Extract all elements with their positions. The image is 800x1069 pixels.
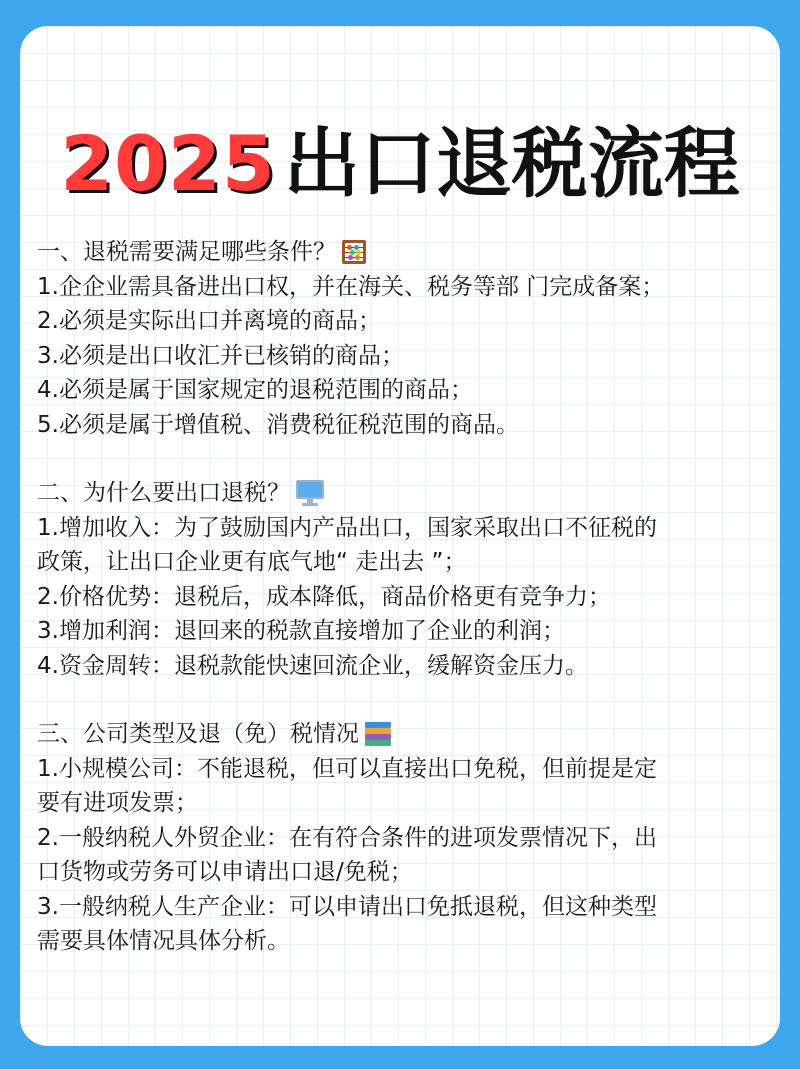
list-item: 政策，让出口企业更有底气地“ 走出去 ”； bbox=[37, 549, 467, 575]
list-item: 1.小规模公司：不能退税，但可以直接出口免税，但前提是定 bbox=[37, 755, 657, 782]
list-item: 5.必须是属于增值税、消费税征税范围的商品。 bbox=[37, 411, 519, 438]
list-item: 2.一般纳税人外贸企业：在有符合条件的进项发票情况下，出 bbox=[37, 824, 657, 851]
list-item: 需要具体情况具体分析。 bbox=[37, 928, 290, 954]
list-item: 1.增加收入：为了鼓励国内产品出口，国家采取出口不征税的 bbox=[37, 514, 657, 541]
page-title bbox=[20, 116, 780, 212]
list-item: 1.企企业需具备进出口权，并在海关、税务等部 门完成备案； bbox=[37, 273, 665, 300]
content-card bbox=[20, 26, 780, 1046]
list-item: 口货物或劳务可以申请出口退/免税； bbox=[37, 859, 413, 885]
list-item: 2.必须是实际出口并离境的商品； bbox=[37, 308, 381, 334]
list-item: 4.资金周转：退税款能快速回流企业，缓解资金压力。 bbox=[37, 652, 588, 679]
list-item: 3.必须是出口收汇并已核销的商品； bbox=[37, 342, 404, 369]
books-icon bbox=[365, 721, 391, 747]
section-company-types bbox=[37, 717, 767, 959]
article-body bbox=[37, 235, 767, 993]
list-item: 2.价格优势：退税后，成本降低，商品价格更有竞争力； bbox=[37, 583, 611, 610]
section-conditions bbox=[37, 235, 767, 442]
abacus-icon bbox=[342, 240, 366, 264]
section-heading: 三、公司类型及退（免）税情况 bbox=[37, 717, 767, 752]
list-item: 4.必须是属于国家规定的退税范围的商品； bbox=[37, 377, 473, 403]
title-main: 出口退税流程 bbox=[283, 119, 740, 208]
computer-icon bbox=[296, 480, 324, 506]
section-heading: 二、为什么要出口退税？ bbox=[37, 476, 767, 511]
section-reasons bbox=[37, 476, 767, 683]
list-item: 要有进项发票； bbox=[37, 790, 198, 816]
section-heading: 一、退税需要满足哪些条件？ bbox=[37, 235, 767, 270]
list-item: 3.增加利润：退回来的税款直接增加了企业的利润； bbox=[37, 618, 565, 644]
title-year: 2025 bbox=[60, 119, 276, 208]
list-item: 3.一般纳税人生产企业：可以申请出口免抵退税，但这种类型 bbox=[37, 893, 657, 920]
